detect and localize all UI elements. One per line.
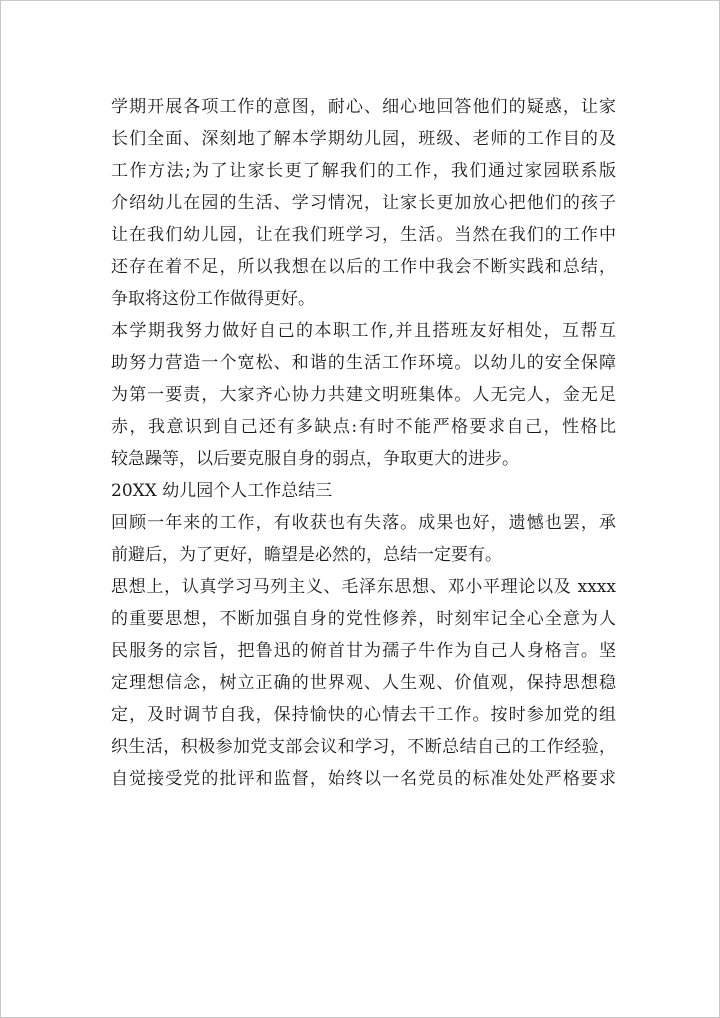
text-line: 织生活，积极参加党支部会议和学习，不断总结自己的工作经验，	[111, 737, 616, 757]
text-line: 长们全面、深刻地了解本学期幼儿园，班级、老师的工作目的及	[111, 129, 616, 149]
document-body	[111, 91, 616, 795]
text-line: 回顾一年来的工作，有收获也有失落。成果也好，遗憾也罢，承	[111, 513, 616, 533]
paragraph-end-line: 争取将这份工作做得更好。	[111, 289, 315, 309]
text-line: 为第一要责，大家齐心协力共建文明班集体。人无完人，金无足	[111, 385, 616, 405]
text-line: 助努力营造一个宽松、和谐的生活工作环境。以幼儿的安全保障	[111, 353, 616, 373]
section-heading: 20XX 幼儿园个人工作总结三	[111, 481, 333, 501]
text-line: 本学期我努力做好自己的本职工作,并且搭班友好相处，互帮互	[111, 321, 616, 341]
text-line: 民服务的宗旨，把鲁迅的俯首甘为孺子牛作为自己人身格言。坚	[111, 641, 616, 661]
text-line: 介绍幼儿在园的生活、学习情况，让家长更加放心把他们的孩子	[111, 193, 616, 213]
text-line: 定理想信念，树立正确的世界观、人生观、价值观，保持思想稳	[111, 673, 616, 693]
text-line: 学期开展各项工作的意图，耐心、细心地回答他们的疑惑，让家	[111, 97, 616, 117]
text-line: 自觉接受党的批评和监督，始终以一名党员的标准处处严格要求	[111, 769, 616, 789]
text-line: 工作方法;为了让家长更了解我们的工作，我们通过家园联系版	[111, 161, 616, 181]
text-line: 让在我们幼儿园，让在我们班学习，生活。当然在我们的工作中	[111, 225, 616, 245]
text-line: 定，及时调节自我，保持愉快的心情去干工作。按时参加党的组	[111, 705, 616, 725]
paragraph-end-line: 较急躁等，以后要克服自身的弱点，争取更大的进步。	[111, 449, 519, 469]
text-line: 思想上，认真学习马列主义、毛泽东思想、邓小平理论以及 xxxx	[111, 577, 616, 597]
text-line: 还存在着不足，所以我想在以后的工作中我会不断实践和总结，	[111, 257, 616, 277]
text-line: 的重要思想，不断加强自身的党性修养，时刻牢记全心全意为人	[111, 609, 616, 629]
paragraph-end-line: 前避后，为了更好，瞻望是必然的，总结一定要有。	[111, 545, 502, 565]
text-line: 赤，我意识到自己还有多缺点:有时不能严格要求自己，性格比	[111, 417, 616, 437]
